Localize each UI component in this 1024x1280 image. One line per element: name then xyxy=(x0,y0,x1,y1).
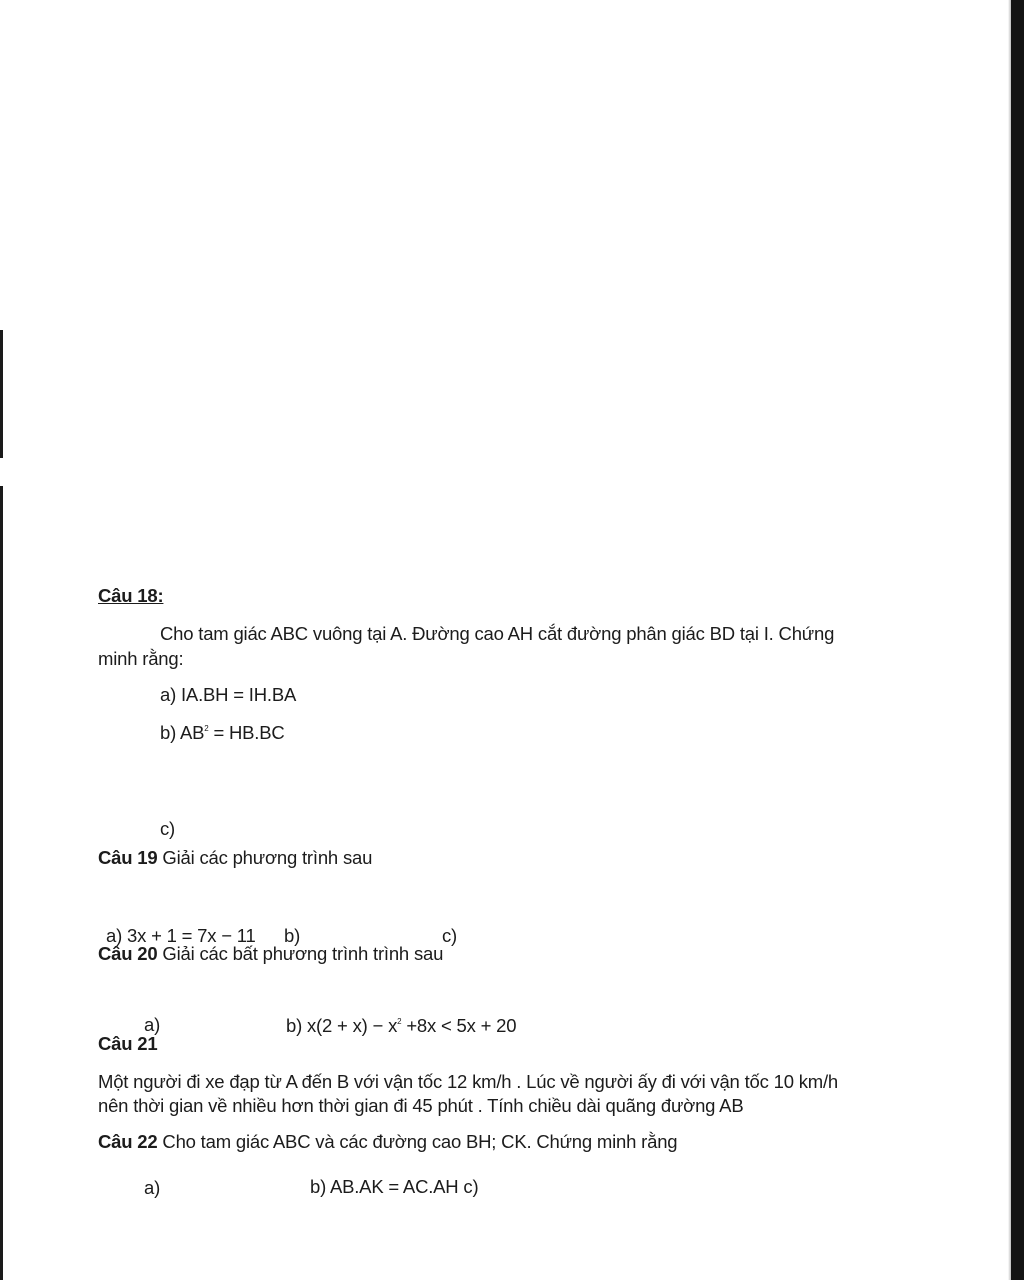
question-20-part-b: b) $x(2 + x) - x^2 +8x < 5x + 20$ xyxy=(286,1015,517,1036)
page-edge-mark xyxy=(0,486,3,1280)
question-22-part-b-c: b) AB.AK = AC.AH c) xyxy=(310,1176,479,1197)
question-18-part-c: c) xyxy=(160,818,176,839)
question-18-statement: Cho tam giác ABC vuông tại A. Đường cao AH cắt đường phân giác BD tại I. Chứng xyxy=(160,623,835,644)
question-18-statement-cont: minh rằng: xyxy=(98,648,184,669)
question-18-title: Câu 18: xyxy=(98,585,164,606)
question-20-part-a: a) xyxy=(144,1014,161,1035)
question-18-part-a: a) IA.BH = IH.BA xyxy=(160,684,297,705)
question-22-heading: Câu 22 Cho tam giác ABC và các đường cao BH; CK. Chứng minh rằng xyxy=(98,1131,678,1152)
question-21-text-line2: nên thời gian về nhiều hơn thời gian đi 45 phút . Tính chiều dài quãng đường AB xyxy=(98,1095,744,1116)
page-edge-shadow xyxy=(1011,0,1024,1280)
question-19-part-c: c) xyxy=(442,925,458,946)
question-19-heading: Câu 19 Giải các phương trình sau xyxy=(98,847,373,868)
question-19-part-b: b) xyxy=(284,925,301,946)
question-21-text-line1: Một người đi xe đạp từ A đến B với vận tốc 12 km/h . Lúc về người ấy đi với vận tốc 10 km/h xyxy=(98,1071,839,1092)
question-18-part-b: b) $AB^2 = HB.BC$ xyxy=(160,722,285,743)
question-20-heading: Câu 20 Giải các bất phương trình trình sau xyxy=(98,943,444,964)
question-22-part-a: a) xyxy=(144,1177,161,1198)
page-edge-mark xyxy=(0,330,3,458)
question-21-title: Câu 21 xyxy=(98,1033,158,1054)
question-19-part-a: a) 3x + 1 = 7x − 11 xyxy=(106,925,256,946)
